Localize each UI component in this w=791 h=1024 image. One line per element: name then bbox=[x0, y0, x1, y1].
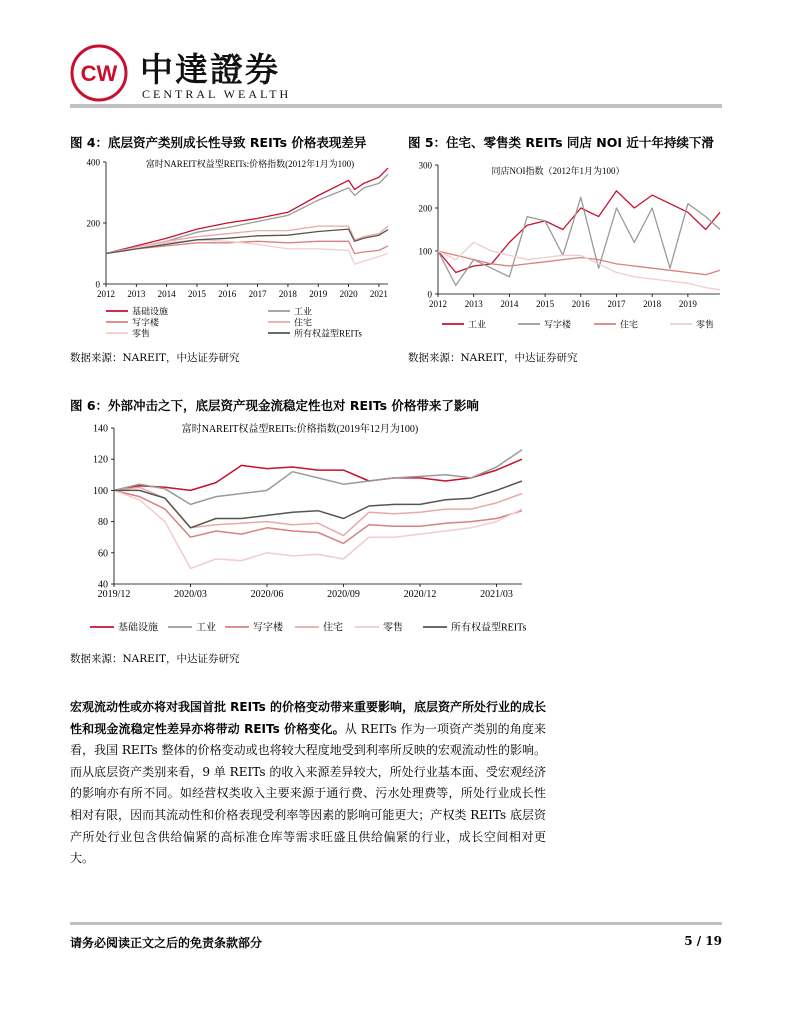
y-tick-label: 140 bbox=[93, 423, 108, 435]
legend-label: 所有权益型REITs bbox=[451, 622, 527, 634]
series-line-1 bbox=[114, 450, 522, 505]
legend-label: 工业 bbox=[468, 319, 487, 330]
x-tick-label: 2013 bbox=[464, 299, 483, 309]
legend-label: 住宅 bbox=[620, 319, 639, 330]
figure6-chart bbox=[70, 416, 546, 638]
x-tick-label: 2016 bbox=[218, 289, 237, 299]
y-tick-label: 40 bbox=[98, 579, 108, 591]
y-tick-label: 400 bbox=[86, 157, 100, 168]
legend-label: 零售 bbox=[383, 622, 403, 634]
x-tick-label: 2014 bbox=[500, 299, 519, 309]
x-tick-label: 2021/03 bbox=[480, 589, 513, 600]
x-tick-label: 2015 bbox=[187, 289, 206, 299]
figure5-source: 数据来源：NAREIT，中达证券研究 bbox=[408, 352, 578, 364]
y-tick-label: 100 bbox=[418, 246, 432, 257]
x-tick-label: 2014 bbox=[157, 289, 176, 299]
company-name-en: CENTRAL WEALTH bbox=[142, 87, 292, 101]
x-tick-label: 2020/09 bbox=[327, 589, 360, 600]
x-tick-label: 2020/03 bbox=[174, 589, 207, 600]
footer-disclaimer: 请务必阅读正文之后的免责条款部分 bbox=[70, 936, 263, 950]
paragraph-text: 从 REITs 作为一项资产类别的角度来看，我国 REITs 整体的价格变动或也将较大程度地受到利率所反映的宏观流动性的影响。而从底层资产类别来看，9 单 REITs 的收入来源差异较大，所处行业基本面、受宏观经济的影响亦有所不同。如经营权类收入主要来源于通行费、污水处理费等，所处行业成长性相对有限，因而其流动性和价格表现受利率等因素的影响可能更大；产权类 REITs 底层资产所处行业包含供给偏紧的高标准仓库等需求旺盛且供给偏紧的行业，成长空间相对更大。 bbox=[70, 721, 546, 866]
y-tick-label: 0 bbox=[427, 289, 432, 300]
chart-title: 同店NOI指数（2012年1月为100） bbox=[491, 166, 625, 176]
company-logo bbox=[70, 44, 128, 102]
x-tick-label: 2019/12 bbox=[97, 589, 131, 600]
x-tick-label: 2017 bbox=[248, 289, 267, 299]
chart-title: 富时NAREIT权益型REITs:价格指数(2012年1月为100) bbox=[145, 159, 355, 169]
x-tick-label: 2016 bbox=[571, 299, 590, 309]
x-tick-label: 2013 bbox=[127, 289, 146, 299]
x-tick-label: 2012 bbox=[97, 289, 115, 299]
x-tick-label: 2020/06 bbox=[250, 589, 284, 600]
x-tick-label: 2019 bbox=[309, 289, 328, 299]
figure4-title: 图 4：底层资产类别成长性导致 REITs 价格表现差异 bbox=[70, 135, 367, 150]
figure6-title: 图 6：外部冲击之下，底层资产现金流稳定性也对 REITs 价格带来了影响 bbox=[70, 398, 479, 413]
figure5-chart bbox=[408, 152, 726, 344]
page-number: 5 / 19 bbox=[684, 934, 722, 948]
legend-label: 住宅 bbox=[323, 622, 343, 634]
header-rule bbox=[70, 104, 722, 108]
figure6-source: 数据来源：NAREIT，中达证券研究 bbox=[70, 653, 240, 665]
y-tick-label: 100 bbox=[93, 485, 108, 497]
legend-label: 写字楼 bbox=[544, 319, 572, 330]
series-line-3 bbox=[106, 226, 388, 253]
figure4-source: 数据来源：NAREIT，中达证券研究 bbox=[70, 352, 240, 364]
figure4-chart bbox=[70, 152, 395, 344]
x-tick-label: 2015 bbox=[536, 299, 555, 309]
footer-rule bbox=[70, 922, 722, 925]
series-line-4 bbox=[114, 490, 522, 568]
x-tick-label: 2020/12 bbox=[403, 589, 437, 600]
y-tick-label: 200 bbox=[86, 218, 100, 229]
series-line-0 bbox=[114, 459, 522, 490]
body-paragraph bbox=[70, 697, 546, 870]
legend-label: 写字楼 bbox=[132, 317, 160, 328]
y-tick-label: 60 bbox=[98, 548, 108, 560]
legend-label: 所有权益型REITs bbox=[294, 328, 362, 339]
legend-label: 基础设施 bbox=[118, 622, 158, 634]
x-tick-label: 2018 bbox=[643, 299, 662, 309]
y-tick-label: 200 bbox=[418, 203, 432, 214]
y-tick-label: 0 bbox=[95, 279, 100, 290]
x-tick-label: 2021 bbox=[369, 289, 388, 299]
series-line-3 bbox=[438, 242, 720, 289]
x-tick-label: 2020 bbox=[339, 289, 358, 299]
figure5-title: 图 5：住宅、零售类 REITs 同店 NOI 近十年持续下滑 bbox=[408, 135, 714, 150]
y-tick-label: 120 bbox=[93, 454, 108, 466]
legend-label: 零售 bbox=[132, 328, 151, 339]
x-tick-label: 2017 bbox=[607, 299, 626, 309]
y-tick-label: 80 bbox=[98, 517, 108, 529]
x-tick-label: 2018 bbox=[278, 289, 297, 299]
logo-letters: CW bbox=[80, 61, 118, 86]
paragraph-lead: 宏观流动性或亦将对我国首批 REITs 的价格变动带来重要影响，底层资产所处行业的成长性和现金流稳定性差异亦将带动 REITs 价格变化。 bbox=[70, 700, 546, 736]
legend-label: 工业 bbox=[196, 622, 216, 634]
company-name-cn: 中達證券 bbox=[140, 50, 280, 89]
legend-label: 写字楼 bbox=[253, 622, 283, 634]
legend-label: 基础设施 bbox=[132, 306, 169, 317]
y-tick-label: 300 bbox=[418, 160, 432, 171]
x-tick-label: 2019 bbox=[678, 299, 697, 309]
legend-label: 零售 bbox=[696, 319, 715, 330]
legend-label: 住宅 bbox=[294, 317, 313, 328]
chart-title: 富时NAREIT权益型REITs:价格指数(2019年12月为100) bbox=[181, 424, 419, 435]
legend-label: 工业 bbox=[294, 306, 313, 317]
x-tick-label: 2012 bbox=[429, 299, 447, 309]
